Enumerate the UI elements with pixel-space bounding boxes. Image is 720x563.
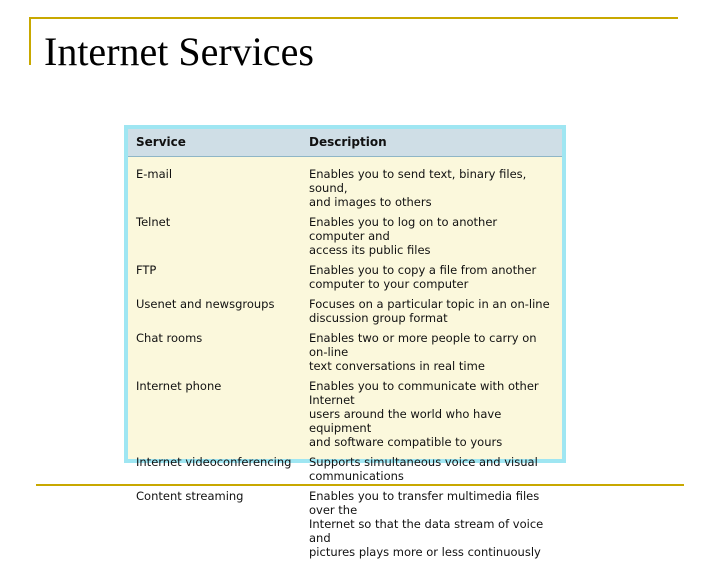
services-table <box>128 129 562 563</box>
description-cell <box>301 295 562 329</box>
description-cell <box>301 261 562 295</box>
description-cell <box>301 453 562 487</box>
left-rule <box>29 17 31 65</box>
table-row <box>128 213 562 261</box>
table-row <box>128 377 562 453</box>
service-cell: Usenet and newsgroups <box>128 295 301 329</box>
description-line: Focuses on a particular topic in an on-line <box>309 297 554 311</box>
description-line: communications <box>309 469 554 483</box>
description-cell <box>301 377 562 453</box>
table-body <box>128 157 562 563</box>
description-line: Enables you to send text, binary files, sound, <box>309 167 554 195</box>
table-row <box>128 329 562 377</box>
service-cell: E-mail <box>128 157 301 214</box>
description-line: text conversations in real time <box>309 359 554 373</box>
description-line: Enables you to log on to another computer and <box>309 215 554 243</box>
description-line: Enables you to copy a file from another <box>309 263 554 277</box>
description-cell <box>301 213 562 261</box>
description-line: Enables you to transfer multimedia files over the <box>309 489 554 517</box>
description-line: pictures plays more or less continuously <box>309 545 554 559</box>
description-line: Enables two or more people to carry on on-line <box>309 331 554 359</box>
table-row <box>128 453 562 487</box>
header-service: Service <box>128 129 301 157</box>
description-line: computer to your computer <box>309 277 554 291</box>
description-cell <box>301 157 562 214</box>
table-row <box>128 157 562 214</box>
description-cell <box>301 487 562 563</box>
service-cell: Internet videoconferencing <box>128 453 301 487</box>
description-line: Enables you to communicate with other Internet <box>309 379 554 407</box>
description-line: discussion group format <box>309 311 554 325</box>
bottom-rule <box>36 484 684 486</box>
table-row <box>128 487 562 563</box>
description-line: Supports simultaneous voice and visual <box>309 455 554 469</box>
description-line: and software compatible to yours <box>309 435 554 449</box>
service-cell: Internet phone <box>128 377 301 453</box>
description-line: Internet so that the data stream of voice and <box>309 517 554 545</box>
service-cell: Content streaming <box>128 487 301 563</box>
top-rule <box>29 17 678 19</box>
header-description: Description <box>301 129 562 157</box>
description-cell <box>301 329 562 377</box>
description-line: users around the world who have equipment <box>309 407 554 435</box>
service-cell: Telnet <box>128 213 301 261</box>
service-cell: Chat rooms <box>128 329 301 377</box>
table-header-row <box>128 129 562 157</box>
services-table-frame <box>124 125 566 463</box>
table-row <box>128 261 562 295</box>
description-line: access its public files <box>309 243 554 257</box>
table-row <box>128 295 562 329</box>
description-line: and images to others <box>309 195 554 209</box>
service-cell: FTP <box>128 261 301 295</box>
services-table-panel <box>128 129 562 459</box>
slide-title: Internet Services <box>44 26 314 78</box>
